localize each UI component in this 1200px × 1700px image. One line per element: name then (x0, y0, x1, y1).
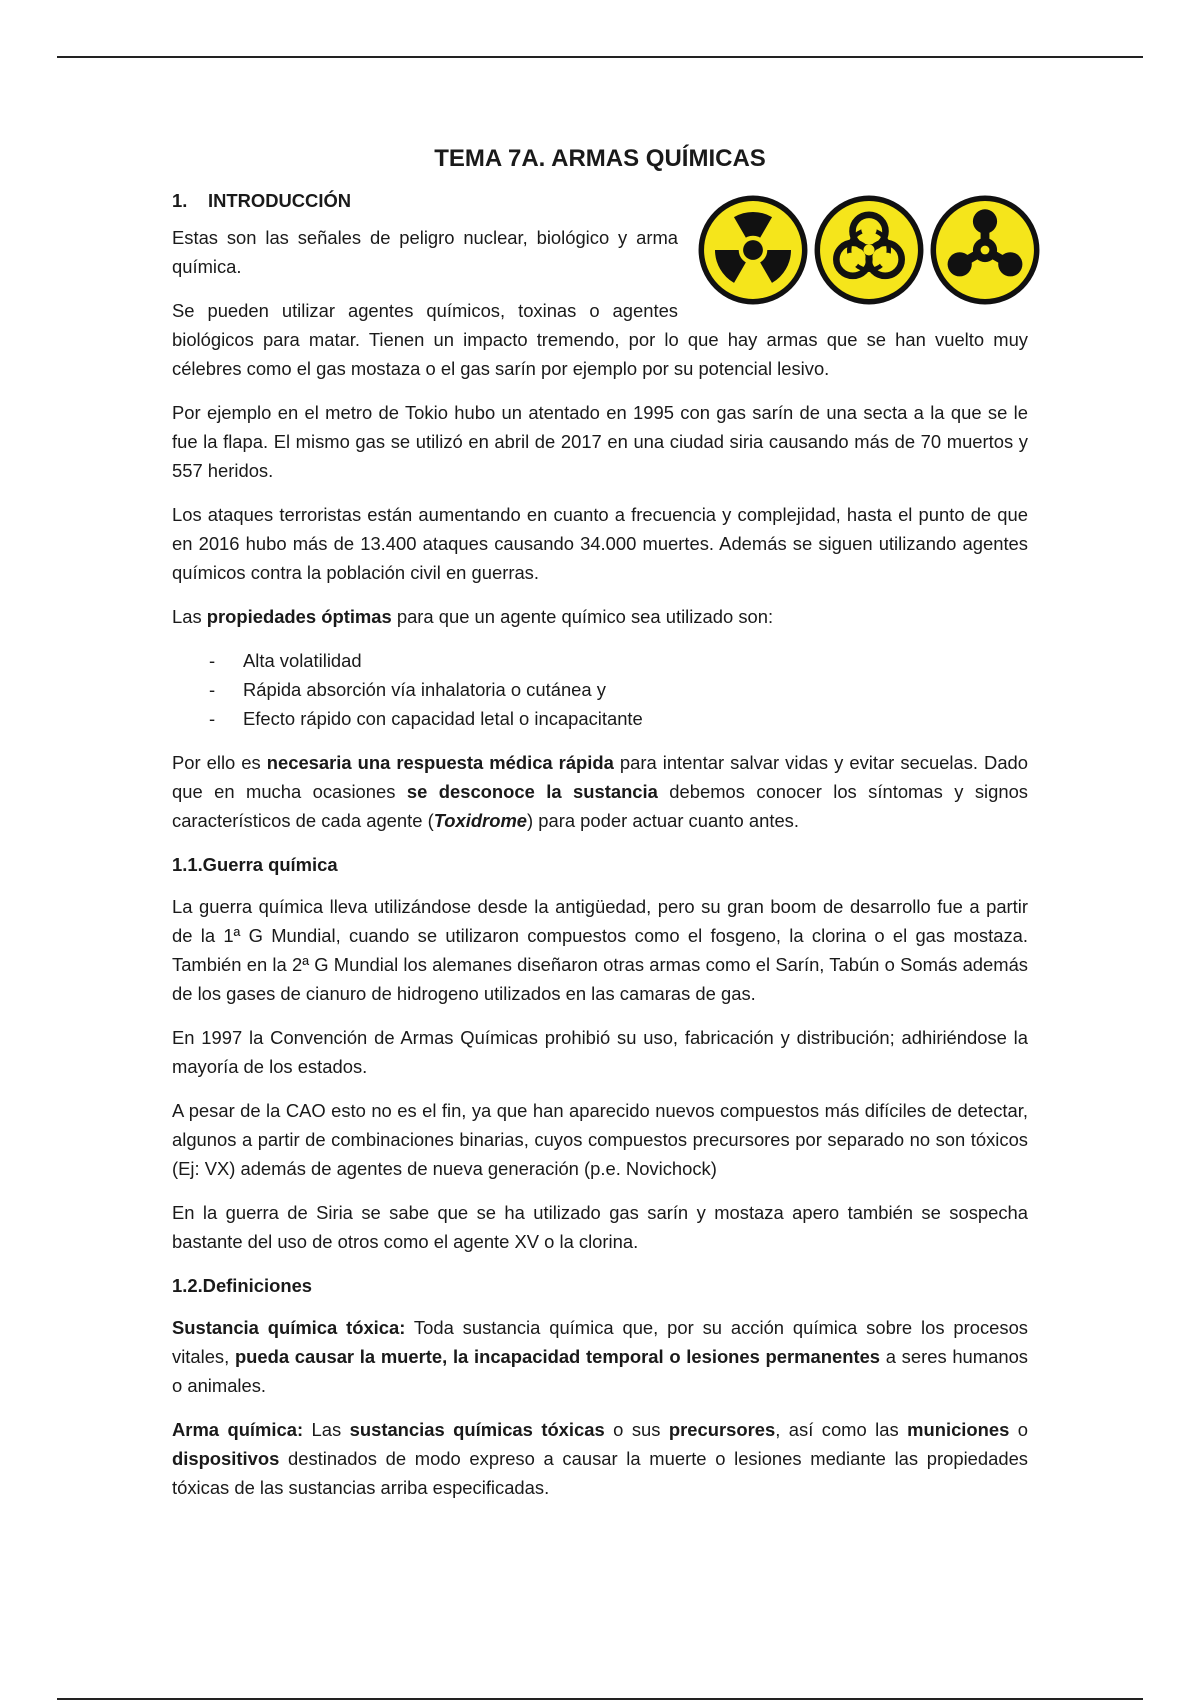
header-rule (57, 56, 1143, 58)
text-run: para intentar salvar vidas y evitar secuelas. Dado que en mucha ocasiones (172, 752, 1029, 802)
bold-text: sustancias químicas tóxicas (349, 1419, 605, 1440)
properties-list (172, 646, 1028, 733)
hazard-symbols (698, 187, 1048, 313)
paragraph: Se pueden utilizar agentes químicos, toxinas o agentes biológicos para matar. Tienen un impacto tremendo, por lo que hay armas que se han vuelto muy célebres como el gas mostaza o el gas sarín por ejemplo por su potencial lesivo. (172, 300, 1028, 379)
section-number: 1. (172, 190, 188, 211)
text-run: , así como las (775, 1419, 908, 1440)
list-bullet: - (209, 679, 216, 700)
text-run: a seres humanos o animales. (172, 1346, 1028, 1396)
section-heading-definiciones: 1.2.Definiciones (172, 1275, 313, 1296)
paragraph: En 1997 la Convención de Armas Químicas prohibió su uso, fabricación y distribución; adhiriéndose la mayoría de los estados. (172, 1027, 1028, 1077)
chemical-weapon-icon (930, 195, 1040, 305)
list-item-text: Rápida absorción vía inhalatoria o cutánea y (243, 679, 606, 700)
list-bullet: - (209, 708, 216, 729)
bold-text: se desconoce la sustancia (406, 781, 658, 802)
text-run: Toda sustancia química que, por su acción química sobre los procesos vitales, (172, 1317, 1029, 1367)
bold-text: precursores (668, 1419, 776, 1440)
section-heading-guerra-quimica: 1.1.Guerra química (172, 854, 338, 875)
definition-term: Arma química: (172, 1419, 304, 1440)
text-run: ) para poder actuar cuanto antes. (527, 810, 799, 831)
list-bullet: - (209, 650, 216, 671)
document-page (172, 142, 1028, 1517)
bold-text: municiones (907, 1419, 1010, 1440)
list-item (172, 675, 1028, 704)
paragraph: En la guerra de Siria se sabe que se ha utilizado gas sarín y mostaza apero también se sospecha bastante del uso de otros como el agente XV o la clorina. (172, 1202, 1028, 1252)
paragraph: Los ataques terroristas están aumentando en cuanto a frecuencia y complejidad, hasta el punto de que en 2016 hubo más de 13.400 ataques causando 34.000 muertes. Además se siguen utilizando agentes químicos contra la población civil en guerras. (172, 504, 1028, 583)
paragraph (172, 748, 1028, 835)
bold-text: pueda causar la muerte, la incapacidad temporal o lesiones permanentes (234, 1346, 881, 1367)
list-item (172, 646, 1028, 675)
text-run: Por ello es (172, 752, 267, 773)
bold-text: propiedades óptimas (206, 606, 392, 627)
list-item (172, 704, 1028, 733)
list-item-text: Efecto rápido con capacidad letal o incapacitante (243, 708, 643, 729)
text-run: destinados de modo expreso a causar la muerte o lesiones mediante las propiedades tóxicas de las sustancias arriba especificadas. (172, 1448, 1028, 1498)
bold-text: necesaria una respuesta médica rápida (266, 752, 614, 773)
definition-term: Sustancia química tóxica: (172, 1317, 406, 1338)
paragraph: Por ejemplo en el metro de Tokio hubo un atentado en 1995 con gas sarín de una secta a la que se le fue la flapa. El mismo gas se utilizó en abril de 2017 en una ciudad siria causando más de 70 muertos y 557 heridos. (172, 402, 1028, 481)
page-title: TEMA 7A. ARMAS QUÍMICAS (434, 145, 766, 172)
list-item-text: Alta volatilidad (243, 650, 362, 671)
text-run: o (1009, 1419, 1029, 1440)
definition-paragraph (172, 1415, 1028, 1502)
text-run: debemos conocer los síntomas y signos característicos de cada agente ( (172, 781, 1029, 831)
paragraph (172, 602, 1028, 631)
paragraph: La guerra química lleva utilizándose desde la antigüedad, pero su gran boom de desarrollo fue a partir de la 1ª G Mundial, cuando se utilizaron compuestos como el fosgeno, la clorina o el gas mostaza. También en la 2ª G Mundial los alemanes diseñaron otras armas como el Sarín, Tabún o Somás además de los gases de cianuro de hidrogeno utilizados en las camaras de gas. (172, 896, 1028, 1004)
biohazard-icon (814, 195, 924, 305)
section-title: INTRODUCCIÓN (208, 190, 352, 211)
text-run: Las (172, 606, 207, 627)
paragraph: Estas son las señales de peligro nuclear, biológico y arma química. (172, 227, 678, 277)
text-run: Las (303, 1419, 350, 1440)
bold-text: dispositivos (172, 1448, 280, 1469)
text-run: para que un agente químico sea utilizado son: (391, 606, 774, 627)
definition-paragraph (172, 1313, 1028, 1400)
text-run: o sus (604, 1419, 669, 1440)
radiation-hazard-icon (698, 195, 808, 305)
bold-italic-text: Toxidrome (433, 810, 528, 831)
paragraph: A pesar de la CAO esto no es el fin, ya que han aparecido nuevos compuestos más difíciles de detectar, algunos a partir de combinaciones binarias, cuyos compuestos precursores por separado no son tóxicos (Ej: VX) además de agentes de nueva generación (p.e. Novichock) (172, 1100, 1028, 1179)
